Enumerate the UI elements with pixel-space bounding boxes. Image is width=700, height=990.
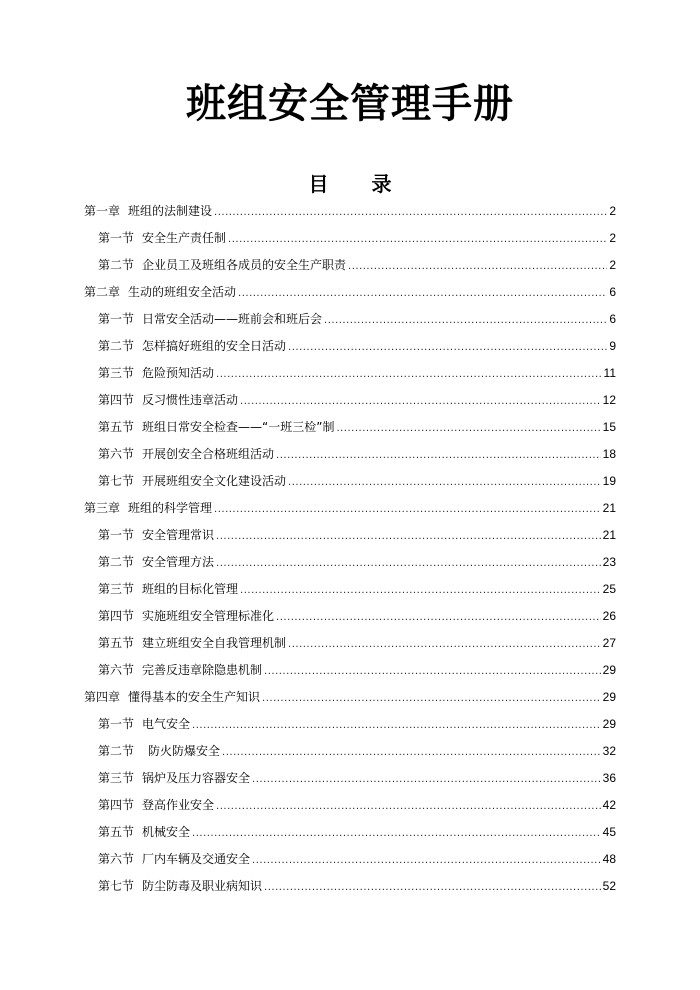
toc-entry-number: 第二章 — [84, 285, 121, 299]
toc-entry-label — [98, 711, 190, 738]
toc-section-entry[interactable] — [84, 846, 616, 873]
toc-dot-leader — [336, 415, 600, 442]
toc-entry-number: 第二节 — [98, 555, 135, 569]
toc-page-number: 21 — [602, 528, 616, 542]
toc-entry-title: 厂内车辆及交通安全 — [142, 852, 251, 866]
toc-entry-number: 第六节 — [98, 447, 135, 461]
toc-page-number: 25 — [602, 582, 616, 596]
toc-page-number: 29 — [602, 717, 616, 731]
toc-heading: 目 录 — [308, 172, 410, 196]
toc-page-number: 9 — [609, 339, 616, 353]
toc-entry-title: 实施班组安全管理标准化 — [142, 609, 275, 623]
toc-entry-title: 安全管理常识 — [142, 528, 215, 542]
toc-section-entry[interactable] — [84, 333, 616, 360]
toc-entry-number: 第三章 — [84, 501, 121, 515]
toc-dot-leader — [216, 550, 601, 577]
toc-dot-leader — [240, 577, 601, 604]
toc-dot-leader — [238, 280, 607, 307]
toc-section-entry[interactable] — [84, 630, 616, 657]
toc-section-entry[interactable] — [84, 387, 616, 414]
toc-entry-title: 开展班组安全文化建设活动 — [142, 474, 287, 488]
toc-entry-label — [98, 738, 220, 765]
toc-entry-label — [84, 684, 260, 711]
toc-section-entry[interactable] — [84, 603, 616, 630]
toc-section-entry[interactable] — [84, 360, 616, 387]
toc-section-entry[interactable] — [84, 738, 616, 765]
toc-entry-title: 开展创安全合格班组活动 — [142, 447, 275, 461]
toc-page-number: 19 — [602, 474, 616, 488]
toc-entry-number: 第四节 — [98, 798, 135, 812]
toc-entry-label — [98, 792, 214, 819]
toc-entry-number: 第一节 — [98, 312, 135, 326]
toc-entry-label — [98, 819, 190, 846]
toc-section-entry[interactable] — [84, 441, 616, 468]
toc-entry-number: 第二节 — [98, 339, 135, 353]
toc-entry-label — [98, 441, 274, 468]
toc-entry-title: 班组的目标化管理 — [142, 582, 239, 596]
toc-section-entry[interactable] — [84, 819, 616, 846]
toc-chapter-entry[interactable] — [84, 495, 616, 522]
toc-entry-title: 防火防爆安全 — [148, 744, 221, 758]
toc-page-number: 27 — [602, 636, 616, 650]
toc-section-entry[interactable] — [84, 792, 616, 819]
toc-dot-leader — [216, 523, 601, 550]
toc-chapter-entry[interactable] — [84, 198, 616, 225]
toc-page-number: 29 — [602, 690, 616, 704]
toc-entry-number: 第三节 — [98, 582, 135, 596]
toc-entry-label — [98, 576, 238, 603]
toc-entry-title: 锅炉及压力容器安全 — [142, 771, 251, 785]
toc-entry-title: 安全管理方法 — [142, 555, 215, 569]
toc-dot-leader — [288, 631, 601, 658]
toc-entry-label — [84, 279, 236, 306]
toc-entry-number: 第四节 — [98, 609, 135, 623]
toc-section-entry[interactable] — [84, 549, 616, 576]
toc-section-entry[interactable] — [84, 657, 616, 684]
toc-section-entry[interactable] — [84, 711, 616, 738]
toc-entry-label — [98, 387, 238, 414]
toc-entry-label — [98, 306, 322, 333]
toc-entry-number: 第一节 — [98, 231, 135, 245]
toc-dot-leader — [252, 766, 601, 793]
toc-entry-number: 第一节 — [98, 528, 135, 542]
toc-dot-leader — [288, 334, 607, 361]
toc-entry-label — [84, 495, 212, 522]
toc-entry-label — [98, 846, 250, 873]
toc-page-number: 36 — [602, 771, 616, 785]
toc-entry-title: 懂得基本的安全生产知识 — [128, 690, 261, 704]
table-of-contents — [84, 198, 616, 900]
toc-dot-leader — [324, 307, 607, 334]
toc-page-number: 6 — [609, 312, 616, 326]
toc-dot-leader — [276, 442, 601, 469]
toc-entry-title: 机械安全 — [142, 825, 191, 839]
toc-section-entry[interactable] — [84, 306, 616, 333]
toc-entry-number: 第五节 — [98, 420, 135, 434]
toc-dot-leader — [264, 874, 601, 901]
toc-entry-label — [98, 657, 262, 684]
toc-chapter-entry[interactable] — [84, 684, 616, 711]
toc-entry-number: 第七节 — [98, 474, 135, 488]
toc-entry-label — [98, 522, 214, 549]
toc-entry-title: 日常安全活动——班前会和班后会 — [142, 312, 323, 326]
toc-section-entry[interactable] — [84, 576, 616, 603]
toc-section-entry[interactable] — [84, 765, 616, 792]
toc-page-number: 48 — [602, 852, 616, 866]
toc-entry-label — [98, 225, 226, 252]
toc-page-number: 2 — [609, 231, 616, 245]
toc-entry-label — [98, 414, 334, 441]
toc-dot-leader — [252, 847, 601, 874]
toc-entry-title: 生动的班组安全活动 — [128, 285, 237, 299]
toc-section-entry[interactable] — [84, 414, 616, 441]
toc-page-number: 29 — [602, 663, 616, 677]
toc-dot-leader — [214, 496, 601, 523]
toc-entry-title: 班组的法制建设 — [128, 204, 213, 218]
toc-entry-title: 危险预知活动 — [142, 366, 215, 380]
toc-page-number: 52 — [602, 879, 616, 893]
toc-entry-label — [98, 630, 286, 657]
toc-entry-title: 班组日常安全检查——“一班三检”制 — [142, 420, 335, 434]
toc-entry-number: 第三节 — [98, 366, 135, 380]
toc-entry-number: 第一节 — [98, 717, 135, 731]
toc-dot-leader — [264, 658, 601, 685]
toc-entry-number: 第五节 — [98, 825, 135, 839]
toc-entry-title: 反习惯性违章活动 — [142, 393, 239, 407]
toc-entry-label — [98, 873, 262, 900]
toc-page-number: 23 — [602, 555, 616, 569]
toc-dot-leader — [276, 604, 601, 631]
toc-section-entry[interactable] — [84, 468, 616, 495]
toc-page-number: 21 — [602, 501, 616, 515]
toc-section-entry[interactable] — [84, 225, 616, 252]
toc-page-number: 18 — [602, 447, 616, 461]
toc-entry-title: 班组的科学管理 — [128, 501, 213, 515]
toc-page-number: 2 — [609, 258, 616, 272]
toc-entry-label — [98, 333, 286, 360]
page-title: 班组安全管理手册 — [186, 80, 514, 127]
toc-entry-title: 企业员工及班组各成员的安全生产职责 — [142, 258, 347, 272]
toc-dot-leader — [262, 685, 601, 712]
toc-entry-title: 电气安全 — [142, 717, 191, 731]
toc-dot-leader — [216, 793, 601, 820]
toc-entry-number: 第六节 — [98, 852, 135, 866]
toc-entry-number: 第六节 — [98, 663, 135, 677]
toc-dot-leader — [228, 226, 607, 253]
toc-entry-label — [98, 252, 346, 279]
toc-entry-number: 第四节 — [98, 393, 135, 407]
toc-entry-number: 第四章 — [84, 690, 121, 704]
toc-entry-title: 建立班组安全自我管理机制 — [142, 636, 287, 650]
toc-page-number: 11 — [603, 366, 616, 380]
toc-dot-leader — [240, 388, 601, 415]
toc-section-entry[interactable] — [84, 252, 616, 279]
toc-page-number: 12 — [602, 393, 616, 407]
toc-entry-label — [84, 198, 212, 225]
toc-page-number: 26 — [602, 609, 616, 623]
toc-entry-number: 第三节 — [98, 771, 135, 785]
toc-entry-number: 第七节 — [98, 879, 135, 893]
toc-dot-leader — [222, 739, 601, 766]
toc-dot-leader — [192, 820, 601, 847]
toc-page-number: 6 — [609, 285, 616, 299]
toc-dot-leader — [214, 199, 607, 226]
toc-entry-label — [98, 765, 250, 792]
toc-section-entry[interactable] — [84, 522, 616, 549]
toc-page-number: 2 — [609, 204, 616, 218]
toc-entry-title: 安全生产责任制 — [142, 231, 227, 245]
toc-entry-number: 第五节 — [98, 636, 135, 650]
toc-entry-title: 怎样搞好班组的安全日活动 — [142, 339, 287, 353]
toc-entry-number: 第二节 — [98, 744, 135, 758]
toc-entry-title: 防尘防毒及职业病知识 — [142, 879, 263, 893]
toc-dot-leader — [216, 361, 602, 388]
toc-dot-leader — [192, 712, 601, 739]
toc-chapter-entry[interactable] — [84, 279, 616, 306]
toc-page-number: 15 — [602, 420, 616, 434]
toc-entry-label — [98, 603, 274, 630]
toc-page-number: 45 — [602, 825, 616, 839]
toc-entry-label — [98, 468, 286, 495]
toc-entry-label — [98, 360, 214, 387]
toc-section-entry[interactable] — [84, 873, 616, 900]
toc-entry-title: 登高作业安全 — [142, 798, 215, 812]
toc-page-number: 42 — [602, 798, 616, 812]
toc-dot-leader — [288, 469, 601, 496]
toc-dot-leader — [348, 253, 607, 280]
toc-entry-number: 第一章 — [84, 204, 121, 218]
toc-entry-title: 完善反违章除隐患机制 — [142, 663, 263, 677]
toc-entry-number: 第二节 — [98, 258, 135, 272]
toc-page-number: 32 — [602, 744, 616, 758]
toc-entry-label — [98, 549, 214, 576]
